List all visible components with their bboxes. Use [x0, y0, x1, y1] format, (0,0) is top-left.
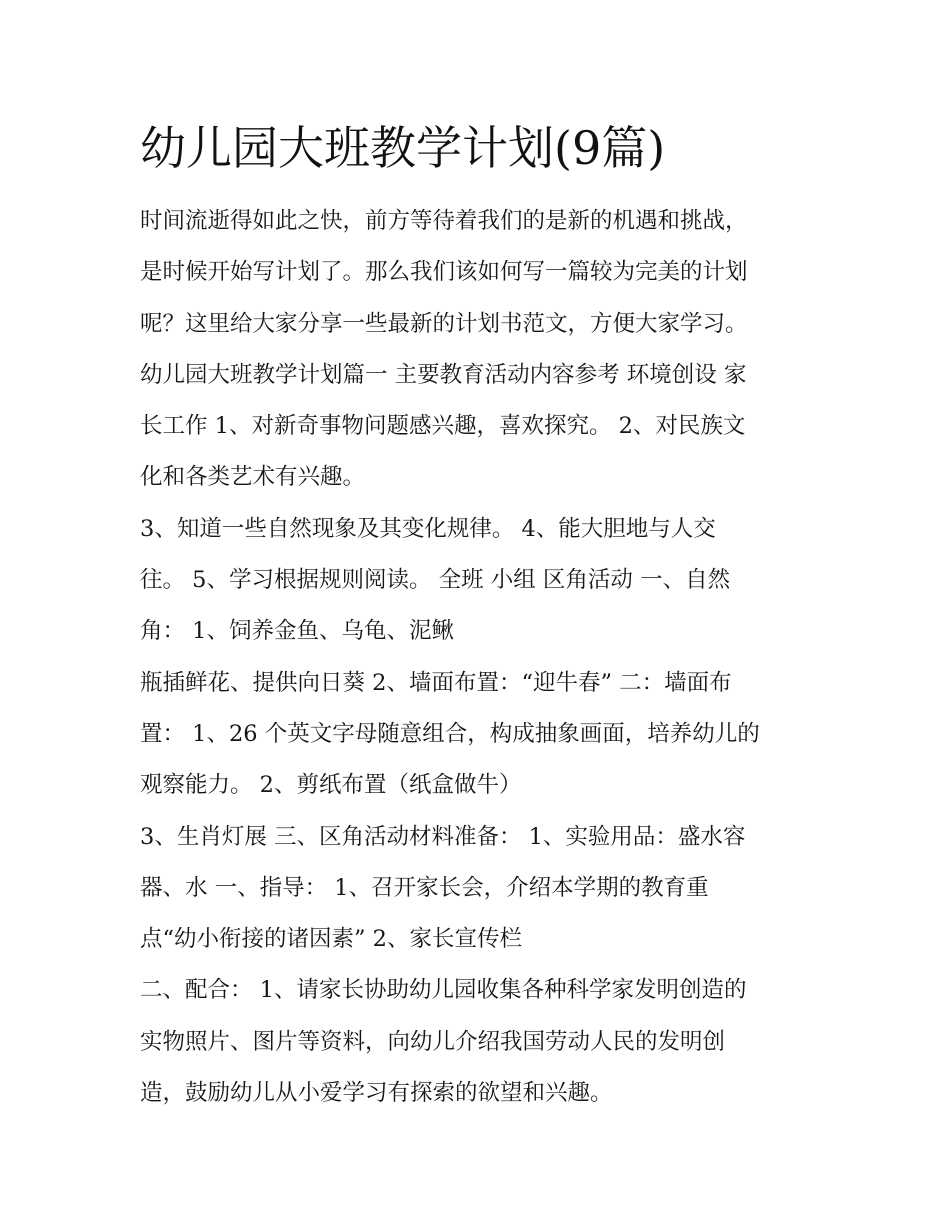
body-line: 器、水 一、指导： 1、召开家长会，介绍本学期的教育重	[140, 874, 709, 901]
body-line: 3、生肖灯展 三、区角活动材料准备： 1、实验用品：盛水容	[140, 823, 746, 850]
document-body	[140, 196, 820, 1119]
body-line: 瓶插鲜花、提供向日葵 2、墙面布置：“迎牛春” 二：墙面布	[140, 669, 732, 696]
body-line: 造，鼓励幼儿从小爱学习有探索的欲望和兴趣。	[140, 1080, 613, 1107]
body-line: 时间流逝得如此之快，前方等待着我们的是新的机遇和挑战，	[140, 208, 748, 234]
body-line: 长工作 1、对新奇事物问题感兴趣，喜欢探究。 2、对民族文	[140, 413, 746, 440]
body-line: 二、配合： 1、请家长协助幼儿园收集各种科学家发明创造的	[140, 977, 747, 1004]
body-line: 呢？这里给大家分享一些最新的计划书范文，方便大家学习。	[140, 310, 748, 337]
body-line: 点“幼小衔接的诸因素” 2、家长宣传栏	[140, 926, 522, 953]
body-line: 是时候开始写计划了。那么我们该如何写一篇较为完美的计划	[140, 259, 748, 286]
body-line: 往。 5、学习根据规则阅读。 全班 小组 区角活动 一、自然	[140, 567, 731, 594]
body-line: 3、知道一些自然现象及其变化规律。 4、能大胆地与人交	[140, 515, 716, 542]
body-line: 置： 1、26 个英文字母随意组合，构成抽象画面，培养幼儿的	[140, 720, 760, 747]
body-line: 观察能力。 2、剪纸布置（纸盒做牛）	[140, 772, 522, 799]
body-line: 化和各类艺术有兴趣。	[140, 464, 366, 491]
document-title: 幼儿园大班教学计划(9篇)	[140, 121, 666, 175]
body-line: 幼儿园大班教学计划篇一 主要教育活动内容参考 环境创设 家	[140, 361, 747, 388]
body-line: 角： 1、饲养金鱼、乌龟、泥鳅	[140, 618, 454, 645]
body-line: 实物照片、图片等资料，向幼儿介绍我国劳动人民的发明创	[140, 1028, 726, 1055]
